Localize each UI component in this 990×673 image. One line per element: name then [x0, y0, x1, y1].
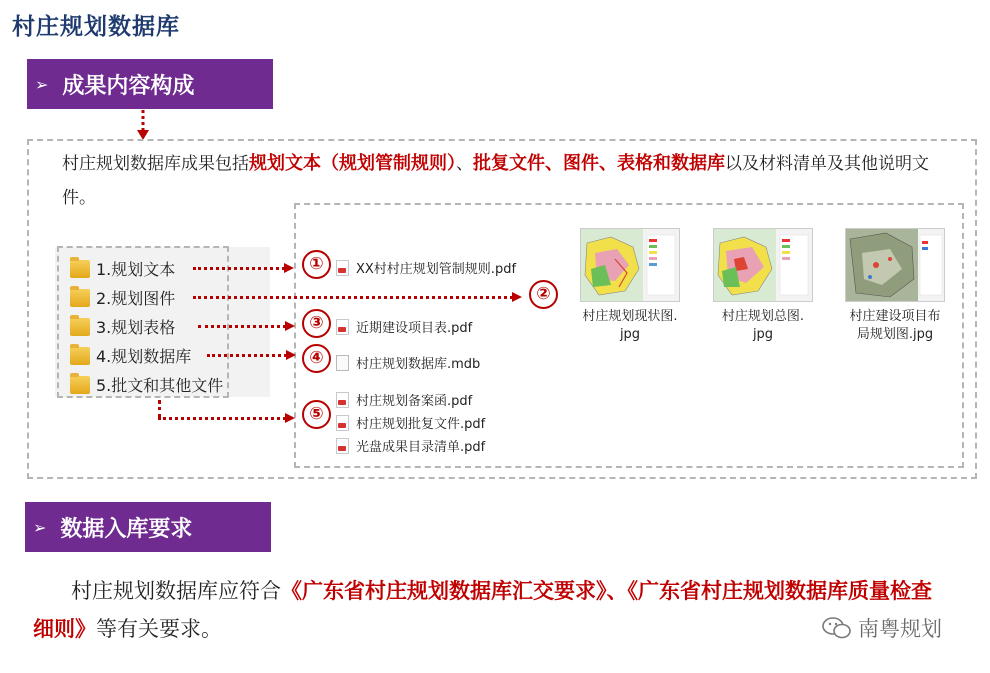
intro-text-end: 以及材料清单及其他说明文件。 [62, 154, 929, 208]
file-name: 近期建设项目表.pdf [356, 321, 473, 336]
intro-text: 村庄规划数据库成果包括 [62, 154, 249, 174]
database-file-icon [336, 355, 349, 371]
down-arrow-icon [136, 110, 150, 142]
pdf-file-icon [336, 392, 349, 408]
folder-icon [70, 347, 90, 365]
map-thumbnail-image [845, 228, 945, 302]
watermark-text: 南粤规划 [858, 617, 942, 641]
file-name: 村庄规划数据库.mdb [356, 357, 481, 372]
marker-2: ② [529, 280, 558, 309]
connector-line [158, 400, 161, 418]
requirement-text-end: 等有关要求。 [96, 617, 222, 641]
connector-arrow [193, 296, 513, 299]
folder-icon [70, 376, 90, 394]
arrow-bullet-icon: ➢ [35, 74, 49, 94]
pdf-file-icon [336, 415, 349, 431]
intro-highlight-2: 批复文件、图件、表格和数据库 [473, 153, 725, 174]
marker-1: ① [302, 250, 331, 279]
folder-label: 3.规划表格 [96, 318, 176, 337]
map-thumbnail-image [580, 228, 680, 302]
connector-arrow [193, 267, 285, 270]
map-file-name-line1: 村庄规划现状图. [582, 309, 678, 324]
arrow-bullet-icon: ➢ [33, 517, 47, 537]
map-file-card[interactable] [707, 228, 819, 344]
file-item[interactable] [336, 258, 516, 277]
map-file-name-line1: 村庄规划总图. [721, 309, 805, 324]
file-name: 光盘成果目录清单.pdf [356, 440, 486, 455]
requirement-highlight: 《广东省村庄规划数据库汇交要求》、《广东省村庄规划数据库质量检查细则》 [33, 579, 932, 641]
file-item[interactable] [336, 353, 480, 372]
file-name: 村庄规划备案函.pdf [356, 394, 473, 409]
pdf-file-icon [336, 438, 349, 454]
folder-item[interactable] [70, 373, 223, 396]
pdf-file-icon [336, 319, 349, 335]
page-title: 村庄规划数据库 [12, 14, 180, 40]
map-file-card[interactable] [839, 228, 951, 344]
map-file-name-line2: 局规划图.jpg [856, 327, 934, 342]
map-thumbnail-image [713, 228, 813, 302]
folder-label: 5.批文和其他文件 [96, 376, 224, 395]
folder-icon [70, 260, 90, 278]
folder-item[interactable] [70, 286, 175, 309]
intro-highlight-1: 规划文本（规划管制规则） [249, 153, 456, 174]
file-name: XX村村庄规划管制规则.pdf [356, 262, 517, 277]
folder-label: 1.规划文本 [96, 260, 176, 279]
folder-icon [70, 318, 90, 336]
file-item[interactable] [336, 317, 472, 336]
section-title: 数据入库要求 [60, 516, 193, 542]
file-item[interactable] [336, 390, 472, 409]
map-file-name-line1: 村庄建设项目布 [849, 309, 941, 324]
wechat-icon [822, 616, 852, 640]
file-item[interactable] [336, 436, 485, 455]
connector-arrow [158, 417, 286, 420]
marker-4: ④ [302, 344, 331, 373]
connector-arrow [198, 325, 286, 328]
folder-icon [70, 289, 90, 307]
connector-arrow [207, 354, 287, 357]
section-banner-content [27, 59, 273, 109]
file-item[interactable] [336, 413, 485, 432]
map-file-name-line2: jpg [752, 327, 774, 342]
intro-separator: 、 [456, 154, 473, 174]
file-name: 村庄规划批复文件.pdf [356, 417, 486, 432]
requirement-text: 村庄规划数据库应符合 [71, 579, 281, 603]
folder-item[interactable] [70, 315, 175, 338]
section-title: 成果内容构成 [62, 73, 195, 99]
folder-item[interactable] [70, 344, 191, 367]
watermark [822, 613, 942, 643]
folder-item[interactable] [70, 257, 175, 280]
pdf-file-icon [336, 260, 349, 276]
folder-label: 4.规划数据库 [96, 347, 192, 366]
map-file-card[interactable] [574, 228, 686, 344]
section-banner-requirements [25, 502, 271, 552]
marker-5: ⑤ [302, 400, 331, 429]
requirement-paragraph [33, 572, 948, 648]
marker-3: ③ [302, 309, 331, 338]
map-file-name-line2: jpg [619, 327, 641, 342]
folder-label: 2.规划图件 [96, 289, 176, 308]
